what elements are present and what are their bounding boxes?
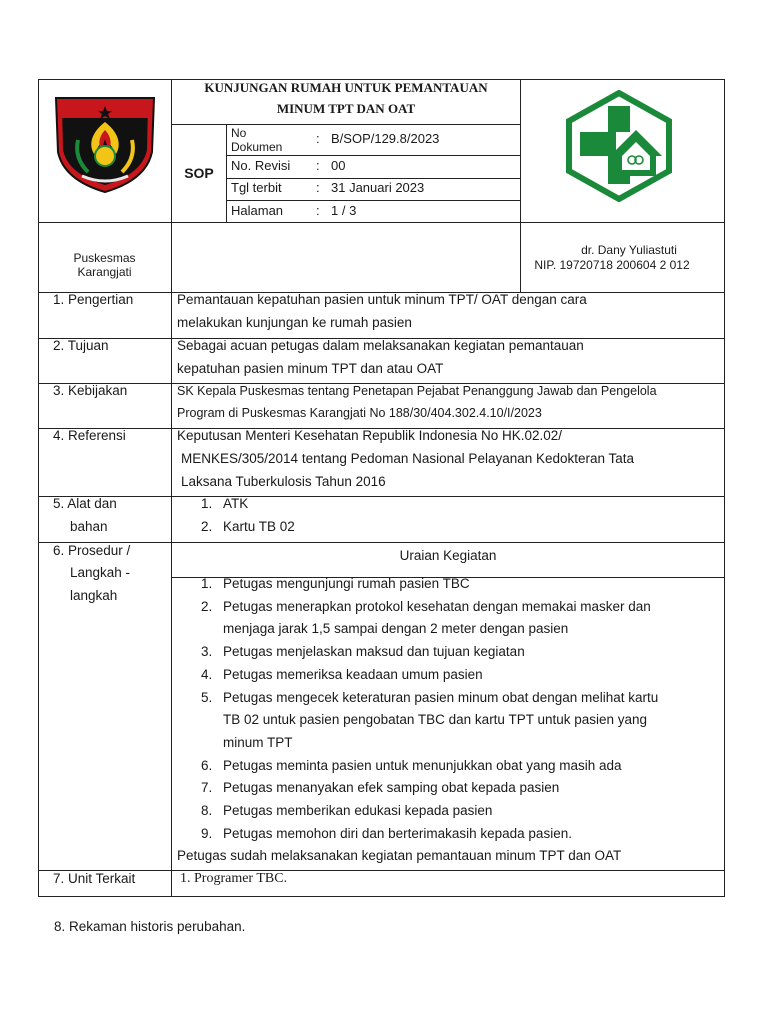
- meta-label-dokumen-a: No: [231, 126, 247, 140]
- step-number: 7.: [201, 780, 213, 796]
- step-text: Petugas menanyakan efek samping obat kepada pasien: [223, 780, 560, 796]
- alat-item-2-text: Kartu TB 02: [223, 519, 295, 534]
- meta-label-terbit: Tgl terbit: [231, 180, 282, 195]
- tujuan-line-2: kepatuhan pasien minum TPT dan atau OAT: [177, 361, 444, 376]
- kebijakan-line-2: Program di Puskesmas Karangjati No 188/30/404.302.4.10/I/2023: [177, 406, 542, 420]
- step-text: Petugas meminta pasien untuk menunjukkan obat yang masih ada: [223, 757, 622, 773]
- signer-name: dr. Dany Yuliastuti: [581, 243, 677, 257]
- step-text: Petugas memohon diri dan berterimakasih kepada pasien.: [223, 825, 572, 841]
- step-number: 2.: [201, 598, 213, 614]
- sop-title-line2: MINUM TPT DAN OAT: [276, 101, 416, 116]
- meta-value-terbit: 31 Januari 2023: [331, 180, 425, 195]
- step-number: 5.: [201, 689, 213, 705]
- alat-item-2-num: 2.: [201, 519, 213, 534]
- label-alat-a: 5. Alat dan: [53, 496, 117, 511]
- step-text: Petugas mengunjungi rumah pasien TBC: [223, 576, 470, 591]
- label-prosedur-b: Langkah -: [70, 565, 131, 580]
- label-prosedur-a: 6. Prosedur /: [53, 543, 131, 558]
- step-number: 3.: [201, 644, 213, 660]
- label-alat-b: bahan: [70, 519, 108, 534]
- step-text: Petugas menjelaskan maksud dan tujuan kegiatan: [223, 644, 525, 660]
- meta-value-dokumen: B/SOP/129.8/2023: [331, 131, 440, 146]
- org-name-line1: Puskesmas: [73, 251, 136, 265]
- meta-value-revisi: 00: [331, 158, 346, 173]
- alat-item-1-num: 1.: [201, 496, 213, 511]
- label-referensi: 4. Referensi: [53, 428, 126, 443]
- sop-label: SOP: [184, 165, 214, 181]
- step-text: menjaga jarak 1,5 sampai dengan 2 meter dengan pasien: [223, 621, 569, 637]
- tujuan-line-1: Sebagai acuan petugas dalam melaksanakan kegiatan pemantauan: [177, 338, 584, 353]
- sop-title-line1: KUNJUNGAN RUMAH UNTUK PEMANTAUAN: [204, 80, 488, 95]
- meta-sep-dokumen: :: [316, 131, 320, 146]
- meta-label-halaman: Halaman: [231, 203, 284, 218]
- step-text: minum TPT: [223, 734, 293, 750]
- step-number: 6.: [201, 757, 213, 773]
- unit-item: 1. Programer TBC.: [180, 871, 288, 886]
- signer-nip: NIP. 19720718 200604 2 012: [534, 258, 690, 272]
- referensi-line-3: Laksana Tuberkulosis Tahun 2016: [181, 474, 386, 489]
- label-pengertian: 1. Pengertian: [53, 292, 134, 307]
- kebijakan-line-1: SK Kepala Puskesmas tentang Penetapan Pejabat Penanggung Jawab dan Pengelola: [177, 384, 657, 398]
- step-text: TB 02 untuk pasien pengobatan TBC dan kartu TPT untuk pasien yang: [223, 712, 648, 728]
- step-number: 8.: [201, 803, 213, 818]
- label-unit-terkait: 7. Unit Terkait: [53, 871, 136, 886]
- regional-emblem-logo: [52, 92, 158, 194]
- footer-note: 8. Rekaman historis perubahan.: [54, 919, 246, 934]
- meta-sep-terbit: :: [316, 180, 320, 195]
- label-kebijakan: 3. Kebijakan: [53, 383, 128, 398]
- label-tujuan: 2. Tujuan: [53, 338, 109, 353]
- step-number: 4.: [201, 666, 213, 682]
- prosedur-closing: Petugas sudah melaksanakan kegiatan pemantauan minum TPT dan OAT: [177, 848, 622, 863]
- org-name-line2: Karangjati: [77, 265, 132, 279]
- referensi-line-1: Keputusan Menteri Kesehatan Republik Indonesia No HK.02.02/: [177, 428, 563, 443]
- label-prosedur-c: langkah: [70, 588, 118, 603]
- step-number: 9.: [201, 825, 213, 841]
- referensi-line-2: MENKES/305/2014 tentang Pedoman Nasional Pelayanan Kedokteran Tata: [181, 451, 635, 466]
- uraian-kegiatan-header: Uraian Kegiatan: [399, 548, 497, 563]
- step-text: Petugas menerapkan protokol kesehatan dengan memakai masker dan: [223, 598, 651, 614]
- puskesmas-logo: [564, 90, 674, 202]
- step-text: Petugas mengecek keteraturan pasien minum obat dengan melihat kartu: [223, 689, 659, 705]
- alat-item-1-text: ATK: [223, 496, 249, 511]
- step-text: Petugas memeriksa keadaan umum pasien: [223, 666, 483, 682]
- step-number: 1.: [201, 576, 213, 591]
- meta-value-halaman: 1 / 3: [331, 203, 357, 218]
- pengertian-line-2: melakukan kunjungan ke rumah pasien: [177, 315, 412, 330]
- meta-label-dokumen-b: Dokumen: [231, 140, 283, 154]
- meta-label-revisi: No. Revisi: [231, 158, 291, 173]
- step-text: Petugas memberikan edukasi kepada pasien: [223, 803, 493, 818]
- pengertian-line-1: Pemantauan kepatuhan pasien untuk minum TPT/ OAT dengan cara: [177, 292, 587, 307]
- meta-sep-revisi: :: [316, 158, 320, 173]
- meta-sep-halaman: :: [316, 203, 320, 218]
